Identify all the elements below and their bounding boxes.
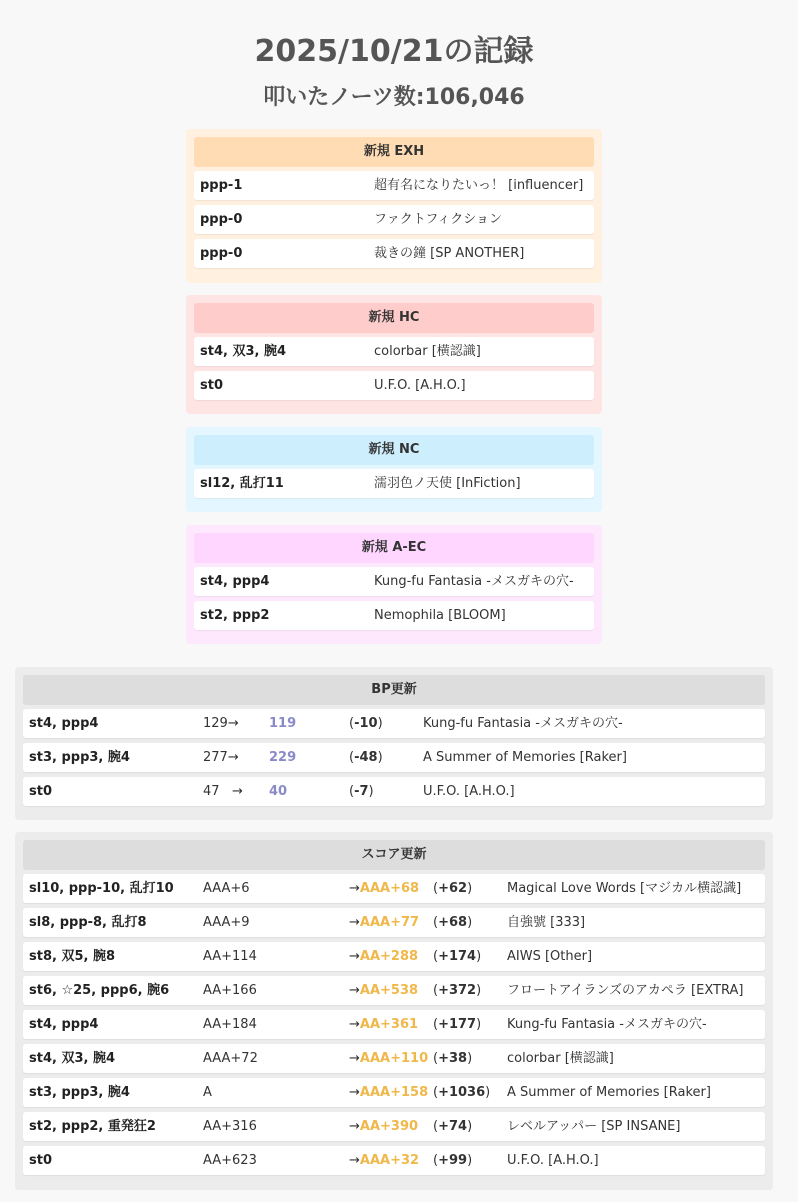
- old-bp: [203, 777, 243, 806]
- condition: st0: [29, 784, 52, 799]
- old-score: AAA+6: [203, 881, 250, 896]
- new-score: [349, 976, 418, 1005]
- new-score-value: AAA+77: [359, 915, 420, 930]
- score-diff-value: +74: [438, 1119, 468, 1134]
- condition: st0: [200, 378, 223, 393]
- new-score-value: AA+288: [359, 949, 419, 964]
- table-row: [23, 1112, 765, 1141]
- page-title: 2025/10/21の記録: [254, 34, 534, 69]
- condition: st2, ppp2: [200, 608, 270, 623]
- song-title: Nemophila [BLOOM]: [374, 608, 506, 623]
- old-score: AA+623: [203, 1153, 257, 1168]
- new-score-value: AA+538: [359, 983, 419, 998]
- song-title: Kung-fu Fantasia -メスガキの穴-: [507, 1017, 707, 1032]
- table-row: [23, 908, 765, 937]
- list-item: [194, 567, 594, 596]
- list-item: [194, 171, 594, 200]
- old-score: AA+114: [203, 949, 257, 964]
- new-nc-header: 新規 NC: [194, 435, 594, 465]
- score-diff-value: +177: [438, 1017, 477, 1032]
- list-item: [194, 205, 594, 234]
- new-score-value: AAA+110: [359, 1051, 429, 1066]
- score-diff: (+372): [433, 983, 482, 998]
- table-row: [23, 1044, 765, 1073]
- score-diff: (+174): [433, 949, 482, 964]
- song-title: 濡羽色ノ天使 [InFiction]: [374, 476, 521, 491]
- table-row: [23, 1146, 765, 1175]
- old-bp-value: 129: [203, 716, 228, 731]
- condition: ppp-0: [200, 246, 243, 261]
- table-row: [23, 1078, 765, 1107]
- arrow: →: [349, 983, 360, 998]
- score-diff-value: +99: [438, 1153, 468, 1168]
- score-diff: (+99): [433, 1153, 473, 1168]
- score-update-panel: [15, 832, 773, 1190]
- score-diff: (+1036): [433, 1085, 491, 1100]
- song-title: colorbar [横認識]: [374, 344, 481, 359]
- new-aec-panel: [186, 525, 602, 644]
- new-score: [349, 1044, 428, 1073]
- arrow: →: [227, 716, 239, 731]
- list-item: [194, 239, 594, 268]
- song-title: AIWS [Other]: [507, 949, 593, 964]
- new-exh-header: 新規 EXH: [194, 137, 594, 167]
- old-score: AAA+9: [203, 915, 250, 930]
- arrow: →: [349, 1051, 360, 1066]
- condition: st4, 双3, 腕4: [200, 344, 287, 359]
- old-score: A: [203, 1085, 212, 1100]
- new-score: [349, 908, 419, 937]
- notes-count: 叩いたノーツ数:106,046: [263, 85, 525, 110]
- table-row: [23, 874, 765, 903]
- bp-diff: (-7): [349, 784, 374, 799]
- score-diff-value: +372: [438, 983, 477, 998]
- condition: st2, ppp2, 重発狂2: [29, 1119, 156, 1134]
- table-row: [23, 976, 765, 1005]
- score-diff-value: +174: [438, 949, 477, 964]
- song-title: レベルアッパー [SP INSANE]: [507, 1119, 681, 1134]
- new-hc-header: 新規 HC: [194, 303, 594, 333]
- list-item: [194, 371, 594, 400]
- arrow: →: [227, 750, 239, 765]
- song-title: 超有名になりたいっ！ [influencer]: [374, 178, 584, 193]
- song-title: フロートアイランズのアカペラ [EXTRA]: [507, 983, 744, 998]
- new-exh-panel: [186, 129, 602, 283]
- condition: st8, 双5, 腕8: [29, 949, 116, 964]
- old-score: AA+316: [203, 1119, 257, 1134]
- song-title: 自強號 [333]: [507, 915, 586, 930]
- score-diff: (+177): [433, 1017, 482, 1032]
- new-score-value: AAA+68: [359, 881, 420, 896]
- arrow: →: [349, 1085, 360, 1100]
- old-bp-value: 47: [203, 784, 220, 799]
- song-title: U.F.O. [A.H.O.]: [507, 1153, 599, 1168]
- score-diff-value: +62: [438, 881, 468, 896]
- bp-diff: (-48): [349, 750, 383, 765]
- arrow: →: [349, 949, 360, 964]
- bp-diff-value: -48: [354, 750, 378, 765]
- table-row: [23, 1010, 765, 1039]
- table-row: [23, 709, 765, 738]
- song-title: A Summer of Memories [Raker]: [507, 1085, 711, 1100]
- arrow: →: [349, 881, 360, 896]
- list-item: [194, 337, 594, 366]
- new-bp: 229: [269, 750, 297, 765]
- song-title: A Summer of Memories [Raker]: [423, 750, 627, 765]
- condition: st4, ppp4: [200, 574, 270, 589]
- arrow: →: [349, 915, 360, 930]
- new-score-value: AA+361: [359, 1017, 419, 1032]
- condition: sl8, ppp-8, 乱打8: [29, 915, 147, 930]
- table-row: [23, 777, 765, 806]
- old-bp: [203, 709, 239, 738]
- score-diff-value: +68: [438, 915, 468, 930]
- condition: ppp-0: [200, 212, 243, 227]
- new-hc-panel: [186, 295, 602, 414]
- new-score-value: AAA+32: [359, 1153, 420, 1168]
- bp-diff-value: -7: [354, 784, 369, 799]
- arrow: →: [231, 784, 243, 799]
- arrow: →: [349, 1153, 360, 1168]
- condition: st4, 双3, 腕4: [29, 1051, 116, 1066]
- new-bp: 119: [269, 716, 297, 731]
- condition: ppp-1: [200, 178, 243, 193]
- song-title: U.F.O. [A.H.O.]: [423, 784, 515, 799]
- bp-update-panel: [15, 667, 773, 820]
- old-bp: [203, 743, 239, 772]
- new-score-value: AA+390: [359, 1119, 419, 1134]
- condition: st0: [29, 1153, 52, 1168]
- bp-update-header: BP更新: [23, 675, 765, 705]
- score-diff: (+38): [433, 1051, 473, 1066]
- list-item: [194, 601, 594, 630]
- new-nc-panel: [186, 427, 602, 512]
- list-item: [194, 469, 594, 498]
- condition: sl10, ppp-10, 乱打10: [29, 881, 174, 896]
- new-score: [349, 1146, 419, 1175]
- new-score: [349, 1010, 418, 1039]
- song-title: ファクトフィクション: [374, 212, 503, 227]
- bp-diff: (-10): [349, 716, 383, 731]
- condition: st3, ppp3, 腕4: [29, 1085, 130, 1100]
- score-update-header: スコア更新: [23, 840, 765, 870]
- condition: st3, ppp3, 腕4: [29, 750, 130, 765]
- song-title: U.F.O. [A.H.O.]: [374, 378, 466, 393]
- new-aec-header: 新規 A-EC: [194, 533, 594, 563]
- song-title: Magical Love Words [マジカル横認識]: [507, 881, 742, 896]
- new-score-value: AAA+158: [359, 1085, 429, 1100]
- new-score: [349, 874, 419, 903]
- condition: st4, ppp4: [29, 1017, 99, 1032]
- condition: sl12, 乱打11: [200, 476, 284, 491]
- score-diff-value: +38: [438, 1051, 468, 1066]
- old-score: AA+166: [203, 983, 257, 998]
- table-row: [23, 743, 765, 772]
- score-diff: (+62): [433, 881, 473, 896]
- old-bp-value: 277: [203, 750, 228, 765]
- bp-diff-value: -10: [354, 716, 378, 731]
- song-title: 裁きの鐘 [SP ANOTHER]: [374, 246, 525, 261]
- song-title: colorbar [横認識]: [507, 1051, 614, 1066]
- table-row: [23, 942, 765, 971]
- arrow: →: [349, 1119, 360, 1134]
- condition: st6, ☆25, ppp6, 腕6: [29, 983, 170, 998]
- new-score: [349, 1112, 418, 1141]
- old-score: AA+184: [203, 1017, 257, 1032]
- new-bp: 40: [269, 784, 288, 799]
- old-score: AAA+72: [203, 1051, 258, 1066]
- condition: st4, ppp4: [29, 716, 99, 731]
- score-diff: (+68): [433, 915, 473, 930]
- new-score: [349, 942, 418, 971]
- song-title: Kung-fu Fantasia -メスガキの穴-: [374, 574, 574, 589]
- song-title: Kung-fu Fantasia -メスガキの穴-: [423, 716, 623, 731]
- new-score: [349, 1078, 428, 1107]
- arrow: →: [349, 1017, 360, 1032]
- score-diff-value: +1036: [438, 1085, 486, 1100]
- score-diff: (+74): [433, 1119, 473, 1134]
